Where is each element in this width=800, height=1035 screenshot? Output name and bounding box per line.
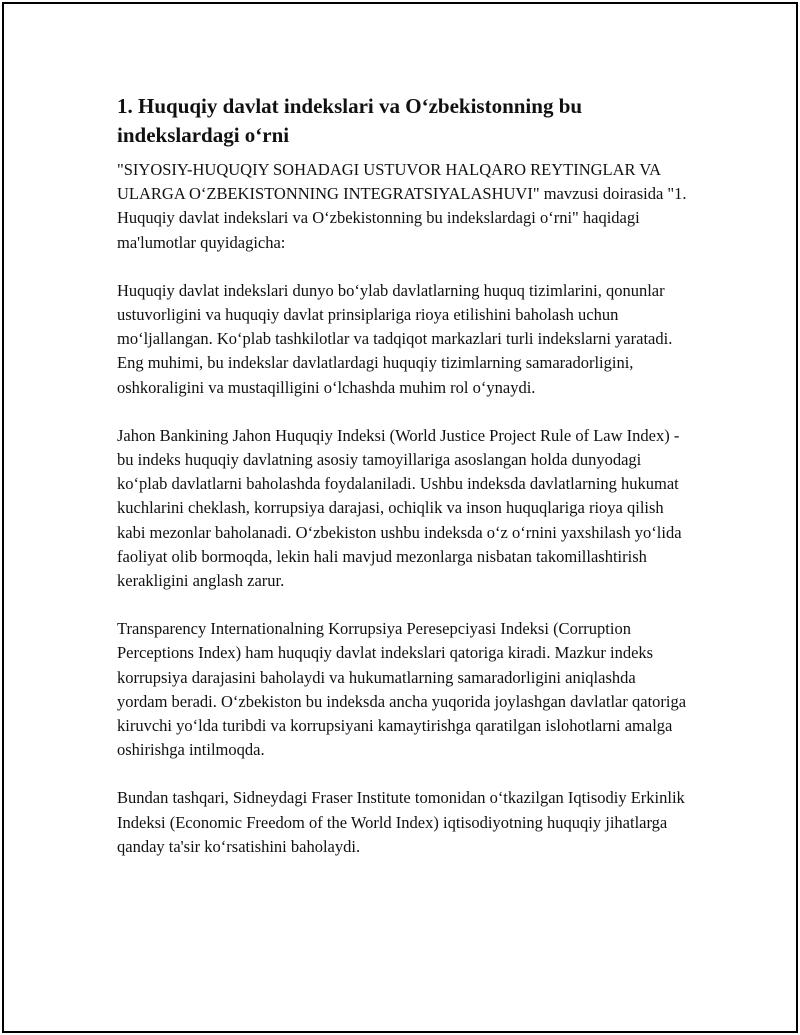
document-body [117, 92, 687, 883]
paragraph-rule-of-law-indexes: Huquqiy davlat indekslari dunyo bo‘ylab davlatlarning huquq tizimlarini, qonunlar ustuvorligini va huquqiy davlat prinsiplariga rioya etilishini baholash uchun mo‘ljallangan. Ko‘plab tashkilotlar va tadqiqot markazlari turli indekslarni yaratadi. Eng muhimi, bu indekslar davlatlardagi huquqiy tizimlarning samaradorligini, oshkoraligini va mustaqilligini o‘lchashda muhim rol o‘ynaydi. [117, 280, 673, 397]
intro-paragraph: "SIYOSIY-HUQUQIY SOHADAGI USTUVOR HALQARO REYTINGLAR VA ULARGA O‘ZBEKISTONNING INTEGRATSIYALASHUVI" mavzusi doirasida "1. Huquqiy davlat indekslari va O‘zbekistonning bu indekslardagi o‘rni" haqidagi ma'lumotlar quyidagicha: [117, 160, 687, 252]
paragraph-world-justice-project: Jahon Bankining Jahon Huquqiy Indeksi (World Justice Project Rule of Law Index) - bu indeks huquqiy davlatning asosiy tamoyillariga asoslangan holda dunyodagi ko‘plab davlatlarni baholashda foydalaniladi. Ushbu indeksda davlatlarning hukumat kuchlarini cheklash, korrupsiya darajasi, ochiqlik va inson huquqlariga rioya qilish kabi mezonlar baholanadi. O‘zbekiston ushbu indeksda o‘z o‘rnini yaxshilash yo‘lida faoliyat olib bormoqda, lekin hali mavjud mezonlarga nisbatan takomillashtirish kerakligini anglash zarur. [117, 425, 682, 591]
section-heading: 1. Huquqiy davlat indekslari va O‘zbekistonning bu indekslardagi o‘rni [117, 94, 583, 147]
paragraph-corruption-perceptions: Transparency Internationalning Korrupsiya Peresepciyasi Indeksi (Corruption Perceptions Index) ham huquqiy davlat indekslari qatoriga kiradi. Mazkur indeks korrupsiya darajasini baholaydi va hukumatlarning samaradorligini aniqlashda yordam beradi. O‘zbekiston bu indeksda ancha yuqorida joylashgan davlatlar qatoriga kiruvchi yo‘lda turibdi va korrupsiyani kamaytirishga qaratilgan islohotlarni amalga oshirishga intilmoqda. [117, 619, 687, 760]
paragraph-economic-freedom: Bundan tashqari, Sidneydagi Fraser Institute tomonidan o‘tkazilgan Iqtisodiy Erkinlik Indeksi (Economic Freedom of the World Index) iqtisodiyotning huquqiy jihatlarga qanday ta'sir ko‘rsatishini baholaydi. [117, 788, 685, 856]
